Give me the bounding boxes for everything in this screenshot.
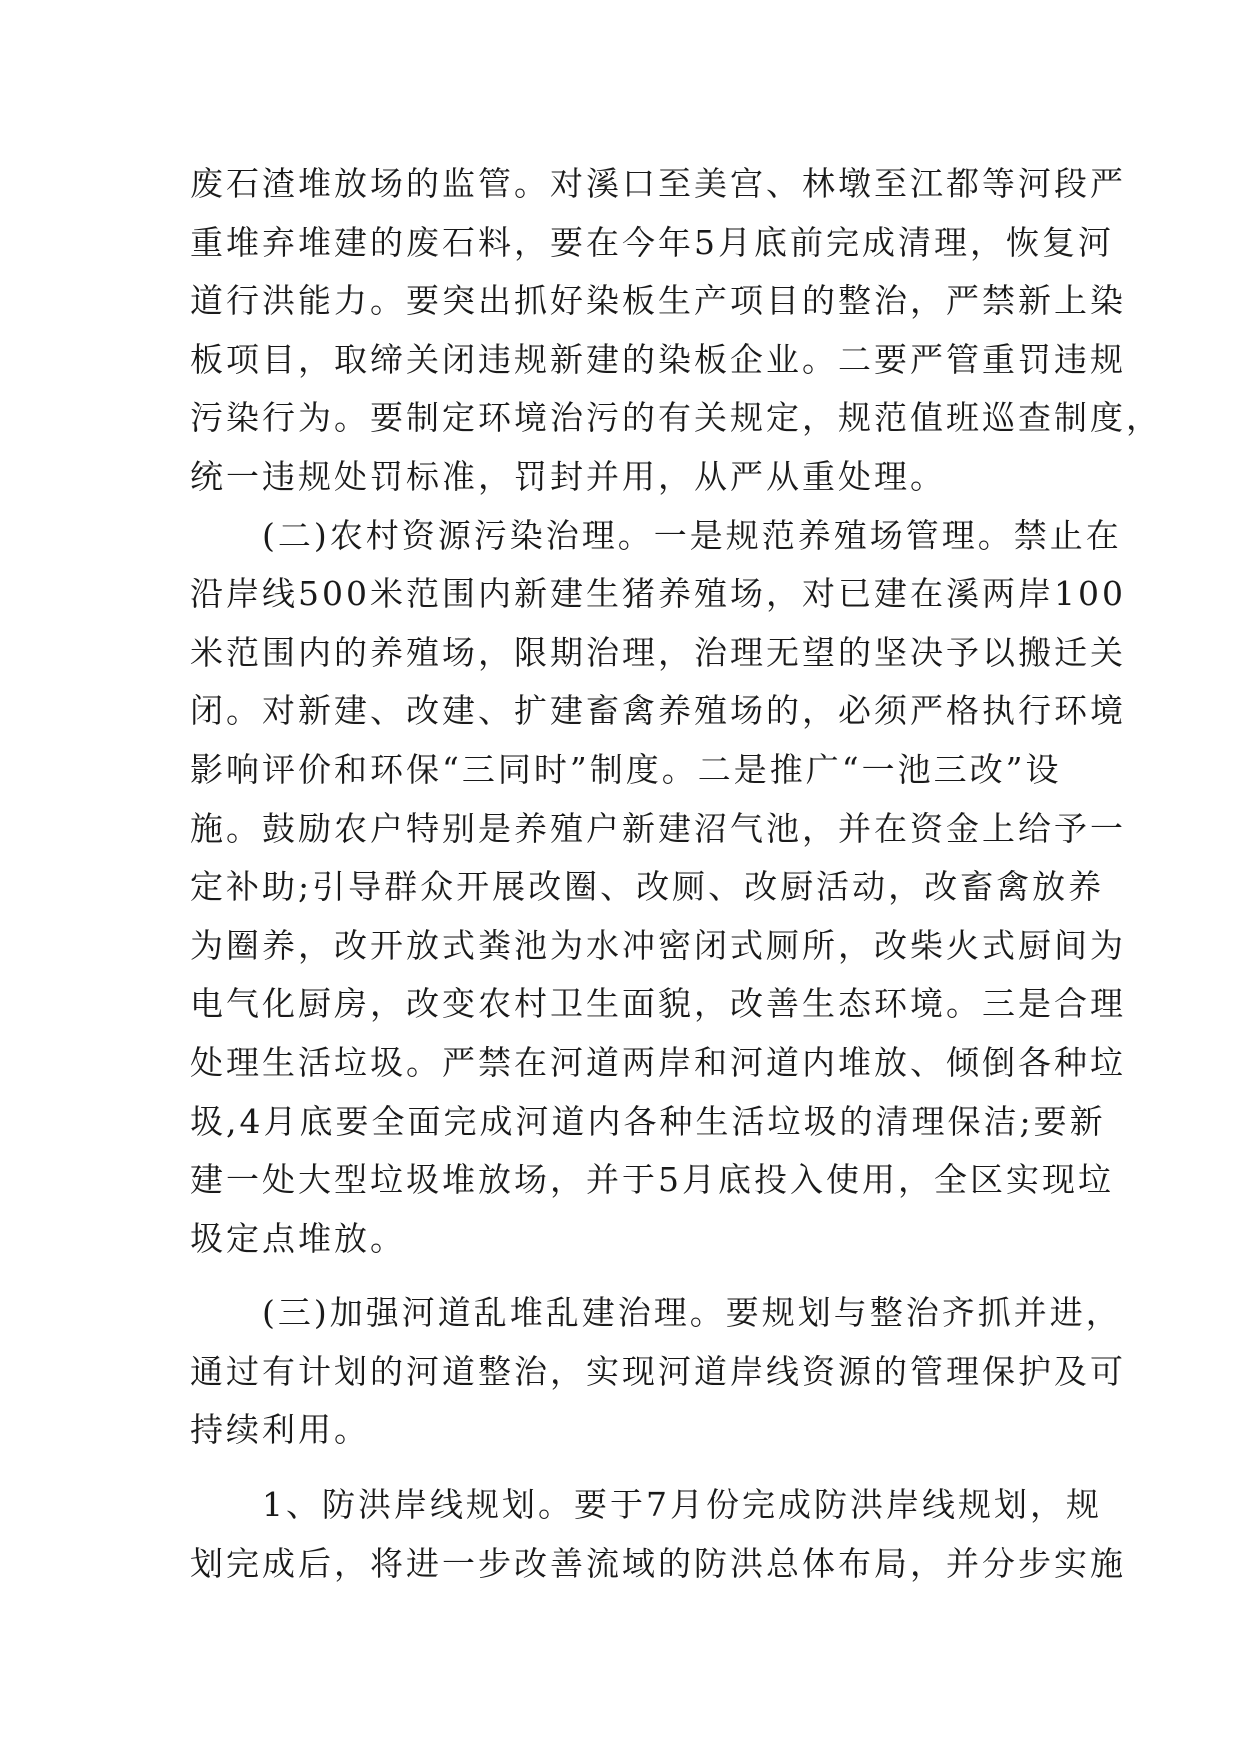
text-line: (三)加强河道乱堆乱建治理。要规划与整治齐抓并进， xyxy=(190,1293,1122,1333)
text-line: 划完成后，将进一步改善流域的防洪总体布局，并分步实施 xyxy=(190,1543,1126,1583)
text-line: 影响评价和环保“三同时”制度。二是推广“一池三改”设 xyxy=(190,749,1062,789)
text-line: 处理生活垃圾。严禁在河道两岸和河道内堆放、倾倒各种垃 xyxy=(190,1042,1126,1082)
text-line: 闭。对新建、改建、扩建畜禽养殖场的，必须严格执行环境 xyxy=(190,691,1126,731)
text-line: 定补助;引导群众开展改圈、改厕、改厨活动，改畜禽放养 xyxy=(190,867,1105,907)
text-line: (二)农村资源污染治理。一是规范养殖场管理。禁止在 xyxy=(190,515,1122,555)
text-line: 圾,4月底要全面完成河道内各种生活垃圾的清理保洁;要新 xyxy=(190,1101,1106,1141)
paragraph-gap xyxy=(190,1460,1070,1476)
text-line: 施。鼓励农户特别是养殖户新建沼气池，并在资金上给予一 xyxy=(190,808,1126,848)
text-line: 米范围内的养殖场，限期治理，治理无望的坚决予以搬迁关 xyxy=(190,632,1126,672)
text-line: 重堆弃堆建的废石料，要在今年5月底前完成清理，恢复河 xyxy=(190,222,1114,262)
text-line: 电气化厨房，改变农村卫生面貌，改善生态环境。三是合理 xyxy=(190,984,1126,1024)
text-line: 1、防洪岸线规划。要于7月份完成防洪岸线规划，规 xyxy=(190,1485,1102,1525)
document-body xyxy=(190,155,1162,1593)
text-line: 板项目，取缔关闭违规新建的染板企业。二要严管重罚违规 xyxy=(190,339,1126,379)
text-line: 废石渣堆放场的监管。对溪口至美宫、林墩至江都等河段严 xyxy=(190,164,1126,203)
paragraph-gap xyxy=(190,1268,1070,1284)
text-line: 圾定点堆放。 xyxy=(190,1218,406,1258)
text-line: 为圈养，改开放式粪池为水冲密闭式厕所，改柴火式厨间为 xyxy=(190,925,1126,965)
text-line: 沿岸线500米范围内新建生猪养殖场，对已建在溪两岸100 xyxy=(190,574,1126,614)
text-line: 通过有计划的河道整治，实现河道岸线资源的管理保护及可 xyxy=(190,1351,1126,1391)
text-line: 建一处大型垃圾堆放场，并于5月底投入使用，全区实现垃 xyxy=(190,1160,1114,1200)
text-line: 污染行为。要制定环境治污的有关规定，规范值班巡查制度， xyxy=(190,398,1162,438)
text-line: 统一违规处罚标准，罚封并用，从严从重处理。 xyxy=(190,456,946,496)
text-line: 持续利用。 xyxy=(190,1410,370,1450)
text-line: 道行洪能力。要突出抓好染板生产项目的整治，严禁新上染 xyxy=(190,281,1126,321)
